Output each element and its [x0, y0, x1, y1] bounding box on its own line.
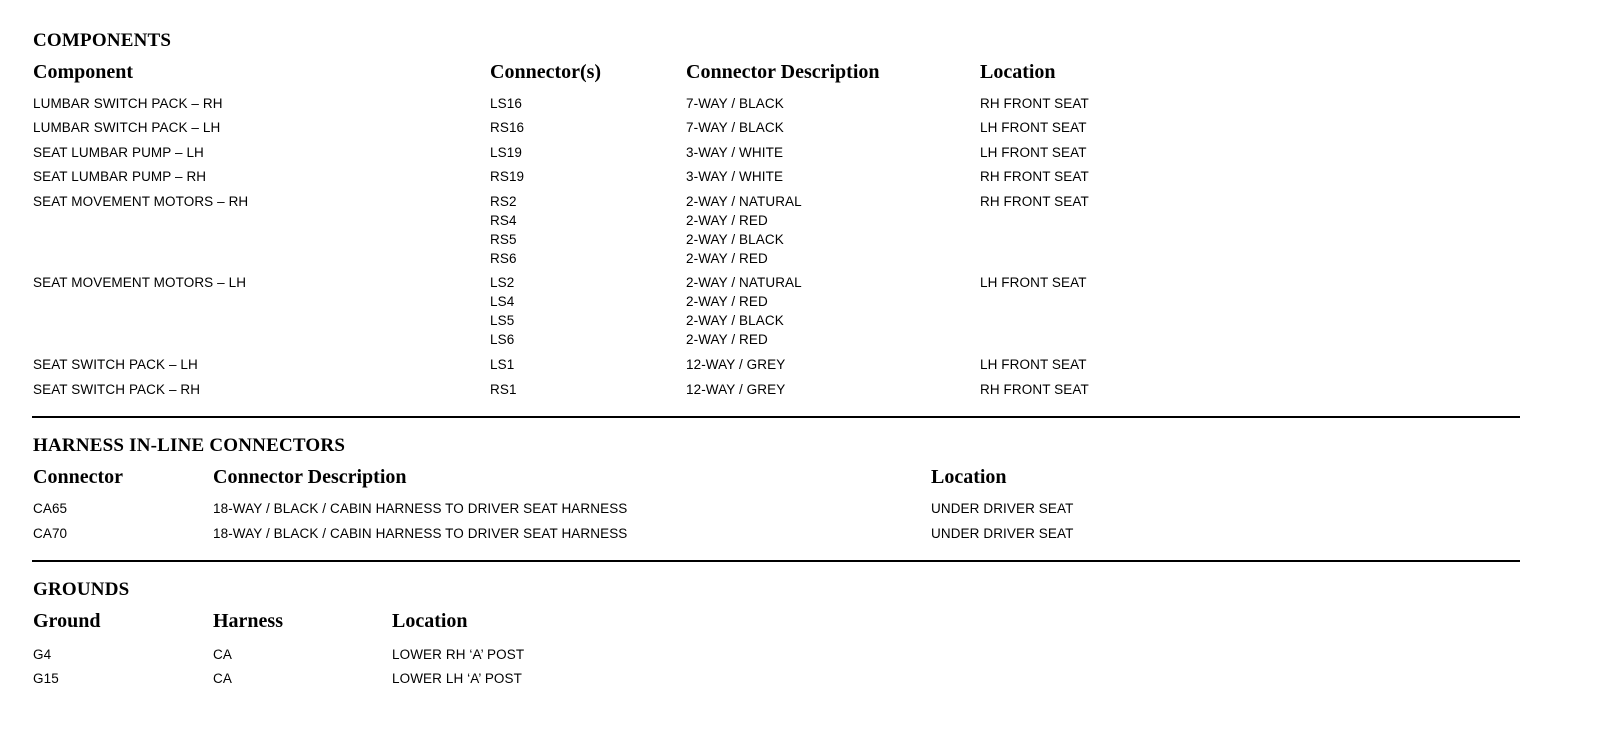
component-location: LH FRONT SEAT [980, 357, 1087, 372]
connector-id: RS2 [490, 194, 517, 209]
connector-id: RS5 [490, 232, 517, 247]
harness-connector-id: CA65 [33, 501, 68, 516]
component-location: LH FRONT SEAT [980, 145, 1087, 160]
connector-description: 2-WAY / RED [686, 213, 768, 228]
harness-location: UNDER DRIVER SEAT [931, 501, 1074, 516]
component-location: RH FRONT SEAT [980, 96, 1089, 111]
connector-id: LS19 [490, 145, 522, 160]
connector-id: RS19 [490, 169, 525, 184]
connector-description: 3-WAY / WHITE [686, 169, 784, 184]
header-component: Component [33, 61, 134, 83]
component-location: LH FRONT SEAT [980, 275, 1087, 290]
component-location: RH FRONT SEAT [980, 382, 1089, 397]
connector-description: 2-WAY / BLACK [686, 313, 784, 328]
connector-id: RS16 [490, 120, 525, 135]
connector-description: 12-WAY / GREY [686, 382, 786, 397]
component-location: RH FRONT SEAT [980, 169, 1089, 184]
component-location: RH FRONT SEAT [980, 194, 1089, 209]
connector-id: LS1 [490, 357, 515, 372]
connector-description: 2-WAY / NATURAL [686, 275, 802, 290]
header-connectors: Connector(s) [490, 61, 602, 83]
connector-id: LS16 [490, 96, 522, 111]
connector-description: 2-WAY / BLACK [686, 232, 784, 247]
header-ground: Ground [33, 610, 101, 632]
ground-id: G15 [33, 671, 59, 686]
header-harness-location: Location [931, 466, 1007, 488]
header-connector: Connector [33, 466, 123, 488]
connector-description: 2-WAY / RED [686, 332, 768, 347]
component-name: LUMBAR SWITCH PACK – RH [33, 96, 223, 111]
grounds-title: GROUNDS [33, 579, 130, 600]
connector-description: 7-WAY / BLACK [686, 120, 784, 135]
connector-description: 12-WAY / GREY [686, 357, 786, 372]
harness-connector-id: CA70 [33, 526, 68, 541]
header-connector-description: Connector Description [686, 61, 880, 83]
section-divider [32, 560, 1520, 562]
connector-id: RS1 [490, 382, 517, 397]
component-name: SEAT LUMBAR PUMP – LH [33, 145, 204, 160]
component-name: SEAT MOVEMENT MOTORS – LH [33, 275, 247, 290]
ground-id: G4 [33, 647, 52, 662]
header-harness-description: Connector Description [213, 466, 407, 488]
ground-harness: CA [213, 671, 232, 686]
ground-location: LOWER LH ‘A’ POST [392, 671, 522, 686]
ground-location: LOWER RH ‘A’ POST [392, 647, 525, 662]
connector-description: 2-WAY / NATURAL [686, 194, 802, 209]
connector-id: RS4 [490, 213, 517, 228]
component-location: LH FRONT SEAT [980, 120, 1087, 135]
header-harness: Harness [213, 610, 283, 632]
connector-description: 2-WAY / RED [686, 251, 768, 266]
connector-id: LS6 [490, 332, 515, 347]
component-name: SEAT MOVEMENT MOTORS – RH [33, 194, 249, 209]
connector-description: 7-WAY / BLACK [686, 96, 784, 111]
connector-description: 3-WAY / WHITE [686, 145, 784, 160]
connector-id: RS6 [490, 251, 517, 266]
harness-connector-description: 18-WAY / BLACK / CABIN HARNESS TO DRIVER SEAT HARNESS [213, 526, 628, 541]
section-divider [32, 416, 1520, 418]
component-name: SEAT SWITCH PACK – LH [33, 357, 198, 372]
ground-harness: CA [213, 647, 232, 662]
header-ground-location: Location [392, 610, 468, 632]
component-name: SEAT SWITCH PACK – RH [33, 382, 201, 397]
harness-connector-description: 18-WAY / BLACK / CABIN HARNESS TO DRIVER SEAT HARNESS [213, 501, 628, 516]
connector-id: LS4 [490, 294, 515, 309]
component-name: LUMBAR SWITCH PACK – LH [33, 120, 221, 135]
harness-location: UNDER DRIVER SEAT [931, 526, 1074, 541]
header-location: Location [980, 61, 1056, 83]
component-name: SEAT LUMBAR PUMP – RH [33, 169, 207, 184]
connector-description: 2-WAY / RED [686, 294, 768, 309]
connector-id: LS5 [490, 313, 515, 328]
connector-id: LS2 [490, 275, 515, 290]
harness-title: HARNESS IN-LINE CONNECTORS [33, 435, 346, 456]
components-title: COMPONENTS [33, 30, 172, 51]
